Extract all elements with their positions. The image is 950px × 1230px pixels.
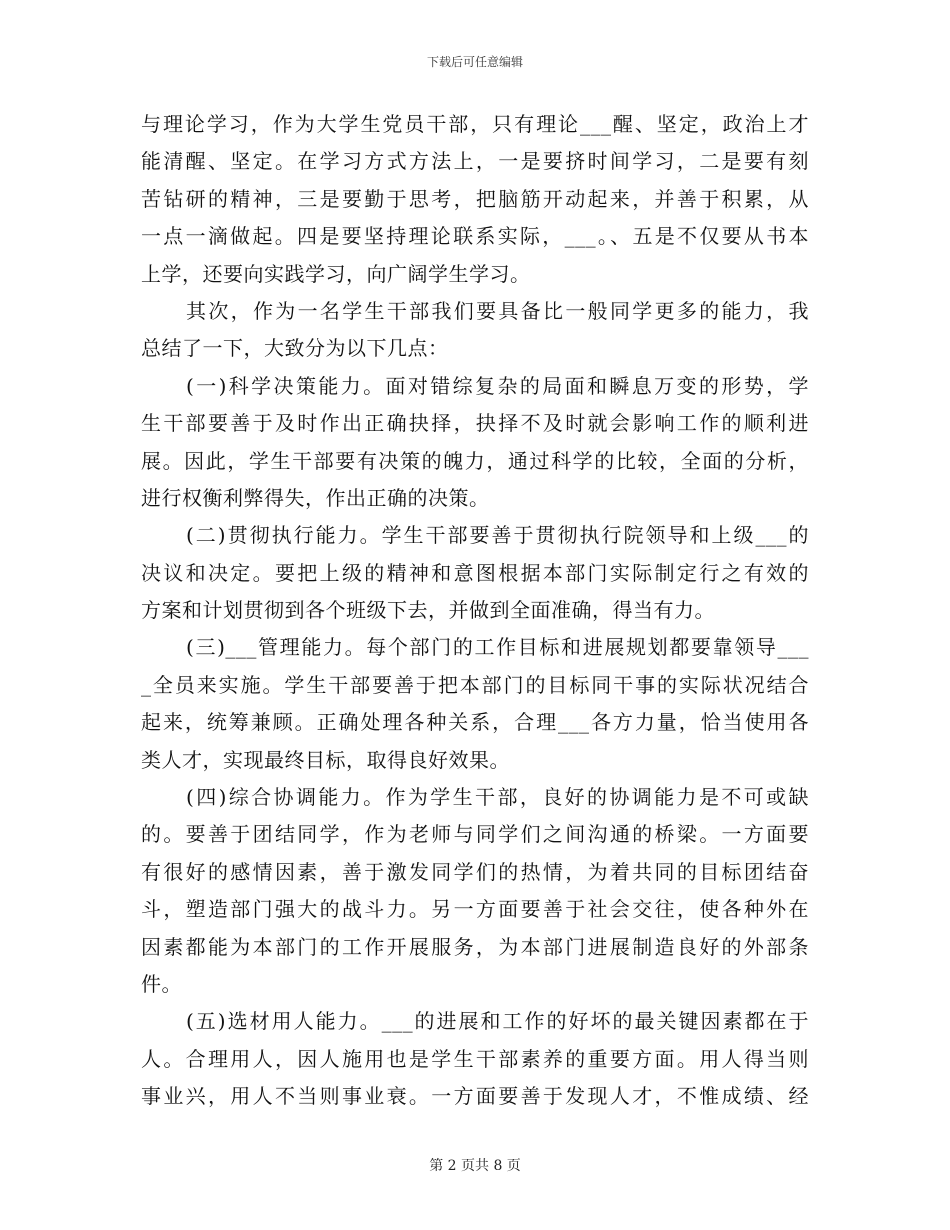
text-line: 生干部要善于及时作出正确抉择，抉择不及时就会影响工作的顺利进 [141, 411, 809, 436]
text-line: 上学，还要向实践学习，向广阔学生学习。 [141, 261, 531, 286]
text-line: 件。 [141, 971, 182, 996]
text-line: 一点一滴做起。四是要坚持理论联系实际，___。、五是不仅要从书本 [141, 224, 809, 249]
text-line: 因素都能为本部门的工作开展服务，为本部门进展制造良好的外部条 [141, 934, 809, 959]
text-line: 能清醒、坚定。在学习方式方法上，一是要挤时间学习，二是要有刻 [141, 149, 809, 174]
text-line: 苦钻研的精神，三是要勤于思考，把脑筋开动起来，并善于积累，从 [141, 186, 809, 211]
document-body [141, 106, 809, 1116]
text-line: 其次，作为一名学生干部我们要具备比一般同学更多的能力，我 [186, 298, 809, 323]
text-line: 方案和计划贯彻到各个班级下去，并做到全面准确，得当有力。 [141, 598, 715, 623]
text-line: 斗，塑造部门强大的战斗力。另一方面要善于社会交往，使各种外在 [141, 897, 809, 922]
text-line: (四)综合协调能力。作为学生干部，良好的协调能力是不可或缺 [186, 785, 809, 810]
text-line: 总结了一下，大致分为以下几点： [141, 336, 449, 361]
text-line: _全员来实施。学生干部要善于把本部门的目标同干事的实际状况结合 [141, 672, 809, 697]
text-line: 的。要善于团结同学，作为老师与同学们之间沟通的桥梁。一方面要 [141, 822, 809, 847]
text-line: (五)选材用人能力。___的进展和工作的好坏的最关键因素都在于 [186, 1009, 809, 1034]
text-line: (三)___管理能力。每个部门的工作目标和进展规划都要靠领导___ [186, 635, 809, 660]
text-line: 人。合理用人，因人施用也是学生干部素养的重要方面。用人得当则 [141, 1046, 809, 1071]
page-header: 下载后可任意编辑 [426, 55, 523, 69]
text-line: 类人才，实现最终目标，取得良好效果。 [141, 747, 510, 772]
text-line: 事业兴，用人不当则事业衰。一方面要善于发现人才，不惟成绩、经 [141, 1084, 809, 1109]
text-line: (一)科学决策能力。面对错综复杂的局面和瞬息万变的形势，学 [186, 373, 809, 398]
page-footer: 第 2 页共 8 页 [429, 1158, 521, 1174]
text-line: 与理论学习，作为大学生党员干部，只有理论___醒、坚定，政治上才 [141, 112, 809, 136]
text-line: 有很好的感情因素，善于激发同学们的热情，为着共同的目标团结奋 [141, 859, 809, 884]
text-line: (二)贯彻执行能力。学生干部要善于贯彻执行院领导和上级___的 [186, 523, 809, 548]
text-line: 起来，统筹兼顾。正确处理各种关系，合理___各方力量，恰当使用各 [141, 710, 809, 735]
text-line: 展。因此，学生干部要有决策的魄力，通过科学的比较，全面的分析， [141, 448, 809, 473]
text-line: 进行权衡利弊得失，作出正确的决策。 [141, 485, 490, 510]
text-line: 决议和决定。要把上级的精神和意图根据本部门实际制定行之有效的 [141, 560, 809, 585]
